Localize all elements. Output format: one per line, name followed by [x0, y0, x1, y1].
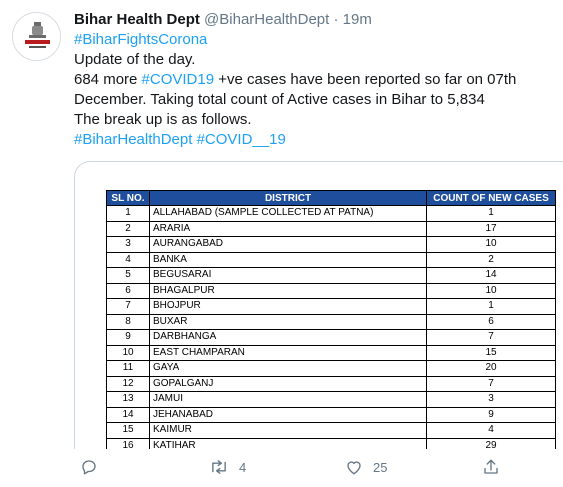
count-cell: 14 [427, 268, 556, 284]
like-button[interactable] [345, 458, 387, 476]
like-icon [345, 458, 363, 476]
district-cell: ALLAHABAD (SAMPLE COLLECTED AT PATNA) [150, 206, 427, 222]
district-cell: BANKA [150, 252, 427, 268]
tweet-text-line-2 [74, 70, 554, 90]
table-header-row [107, 191, 556, 206]
sl-no-cell: 12 [107, 376, 150, 392]
table-row [107, 252, 556, 268]
retweet-icon [209, 458, 229, 476]
column-header-district: DISTRICT [150, 191, 427, 206]
sl-no-cell: 1 [107, 206, 150, 222]
sl-no-cell: 11 [107, 361, 150, 377]
share-button[interactable] [482, 458, 500, 476]
tweet-text-line-3: December. Taking total count of Active cases in Bihar to 5,834 [74, 91, 485, 108]
text-segment: 684 more [74, 71, 142, 88]
district-cell: BHAGALPUR [150, 283, 427, 299]
tweet-content [74, 10, 554, 150]
sl-no-cell: 10 [107, 345, 150, 361]
sl-no-cell: 7 [107, 299, 150, 315]
hashtag-biharhealthdept[interactable]: #BiharHealthDept [74, 131, 193, 148]
sl-no-cell: 15 [107, 423, 150, 439]
sl-no-cell: 16 [107, 438, 150, 449]
like-count: 25 [373, 459, 388, 475]
district-cell: BUXAR [150, 314, 427, 330]
retweet-count: 4 [239, 459, 247, 475]
district-cell: AURANGABAD [150, 237, 427, 253]
count-cell: 1 [427, 206, 556, 222]
district-cell: BHOJPUR [150, 299, 427, 315]
share-icon [482, 458, 500, 476]
sl-no-cell: 13 [107, 392, 150, 408]
table-row [107, 314, 556, 330]
avatar[interactable] [12, 12, 61, 61]
count-cell: 7 [427, 330, 556, 346]
text-segment: +ve cases have been reported so far on 07th [214, 71, 517, 88]
table-row [107, 423, 556, 439]
sl-no-cell: 6 [107, 283, 150, 299]
district-cell: BEGUSARAI [150, 268, 427, 284]
sl-no-cell: 3 [107, 237, 150, 253]
district-cell: ARARIA [150, 221, 427, 237]
count-cell: 7 [427, 376, 556, 392]
column-header-count: COUNT OF NEW CASES [427, 191, 556, 206]
count-cell: 10 [427, 237, 556, 253]
table-row [107, 268, 556, 284]
district-cell: JAMUI [150, 392, 427, 408]
tweet-actions [74, 458, 563, 480]
hashtag-covid-19[interactable]: #COVID__19 [196, 131, 286, 148]
sl-no-cell: 4 [107, 252, 150, 268]
count-cell: 9 [427, 407, 556, 423]
hashtag-biharfightscorona[interactable]: #BiharFightsCorona [74, 31, 208, 48]
district-cell: DARBHANGA [150, 330, 427, 346]
reply-icon [80, 458, 98, 476]
count-cell: 20 [427, 361, 556, 377]
count-cell: 1 [427, 299, 556, 315]
count-cell: 10 [427, 283, 556, 299]
tweet-header [74, 10, 554, 30]
cases-table [106, 190, 556, 449]
table-row [107, 392, 556, 408]
count-cell: 29 [427, 438, 556, 449]
table-row [107, 283, 556, 299]
table-row [107, 407, 556, 423]
count-cell: 3 [427, 392, 556, 408]
tweet-text-line-4: The break up is as follows. [74, 111, 252, 128]
district-cell: JEHANABAD [150, 407, 427, 423]
district-cell: GAYA [150, 361, 427, 377]
table-row [107, 206, 556, 222]
column-header-sl-no: SL NO. [107, 191, 150, 206]
district-cell: EAST CHAMPARAN [150, 345, 427, 361]
separator: · [333, 11, 339, 28]
table-row [107, 345, 556, 361]
sl-no-cell: 9 [107, 330, 150, 346]
tweet-timestamp[interactable]: 19m [342, 11, 372, 28]
tweet-text-line-1: Update of the day. [74, 51, 196, 68]
district-cell: KATIHAR [150, 438, 427, 449]
sl-no-cell: 8 [107, 314, 150, 330]
district-cell: GOPALGANJ [150, 376, 427, 392]
sl-no-cell: 2 [107, 221, 150, 237]
count-cell: 17 [427, 221, 556, 237]
table-row [107, 361, 556, 377]
sl-no-cell: 5 [107, 268, 150, 284]
table-row [107, 237, 556, 253]
table-row [107, 330, 556, 346]
table-row [107, 221, 556, 237]
tweet-media-image[interactable] [74, 161, 563, 449]
count-cell: 6 [427, 314, 556, 330]
table-row [107, 299, 556, 315]
count-cell: 2 [427, 252, 556, 268]
count-cell: 4 [427, 423, 556, 439]
table-row [107, 376, 556, 392]
reply-button[interactable] [80, 458, 98, 476]
sl-no-cell: 14 [107, 407, 150, 423]
district-cell: KAIMUR [150, 423, 427, 439]
author-name[interactable]: Bihar Health Dept [74, 11, 200, 28]
hashtag-covid19[interactable]: #COVID19 [141, 71, 215, 88]
retweet-button[interactable] [209, 458, 246, 476]
table-row [107, 438, 556, 449]
count-cell: 15 [427, 345, 556, 361]
bihar-health-logo-icon [13, 13, 61, 61]
author-handle[interactable]: @BiharHealthDept [204, 11, 330, 28]
